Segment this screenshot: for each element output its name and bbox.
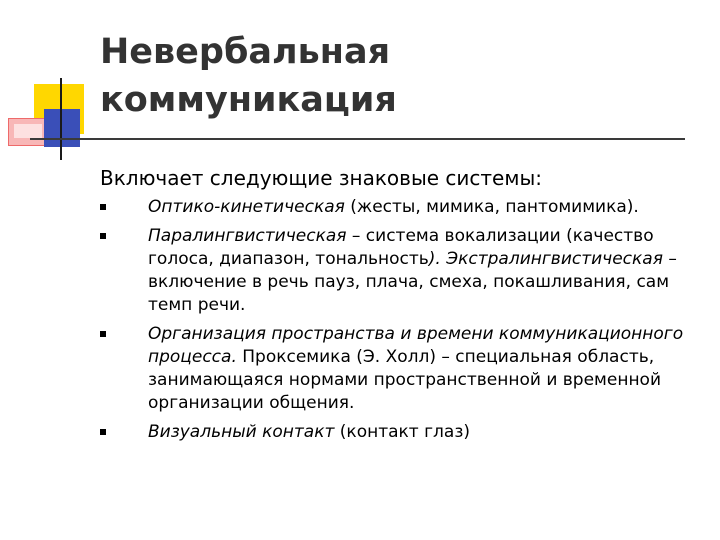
item-description: (контакт глаз) <box>334 422 470 442</box>
title-underline <box>30 138 685 140</box>
bullet-marker <box>100 331 106 337</box>
bullet-marker <box>100 429 106 435</box>
bullet-list <box>100 196 700 450</box>
item-description: (жесты, мимика, пантомимика). <box>344 197 639 217</box>
decor-red-square-inner <box>14 124 42 138</box>
item-term: Паралингвистическая <box>148 226 347 246</box>
slide-title <box>100 28 397 124</box>
list-item <box>100 225 700 317</box>
item-description: – система вокализации (качество голоса, диапазон, тональность <box>148 226 654 269</box>
item-term: Оптико-кинетическая <box>148 197 345 217</box>
bullet-marker <box>100 233 106 239</box>
decor-vertical-line <box>60 78 62 160</box>
list-item <box>100 323 700 415</box>
decor-blue-square <box>44 109 80 147</box>
intro-text: Включает следующие знаковые системы: <box>100 166 542 190</box>
item-term: Организация пространства и времени коммуникационного процесса. <box>148 324 684 367</box>
list-item <box>100 421 700 444</box>
list-item <box>100 196 700 219</box>
item-term: Визуальный контакт <box>148 422 335 442</box>
item-term-2: ). Экстралингвистическая <box>428 249 663 269</box>
item-description-2: – включение в речь пауз, плача, смеха, покашливания, сам темп речи. <box>148 249 677 315</box>
item-description: Проксемика (Э. Холл) – специальная область, занимающаяся нормами пространственной и временной организации общения. <box>148 347 662 413</box>
bullet-marker <box>100 204 106 210</box>
slide-title-line-2: коммуникация <box>100 80 397 120</box>
slide-title-line-1: Невербальная <box>100 32 391 72</box>
